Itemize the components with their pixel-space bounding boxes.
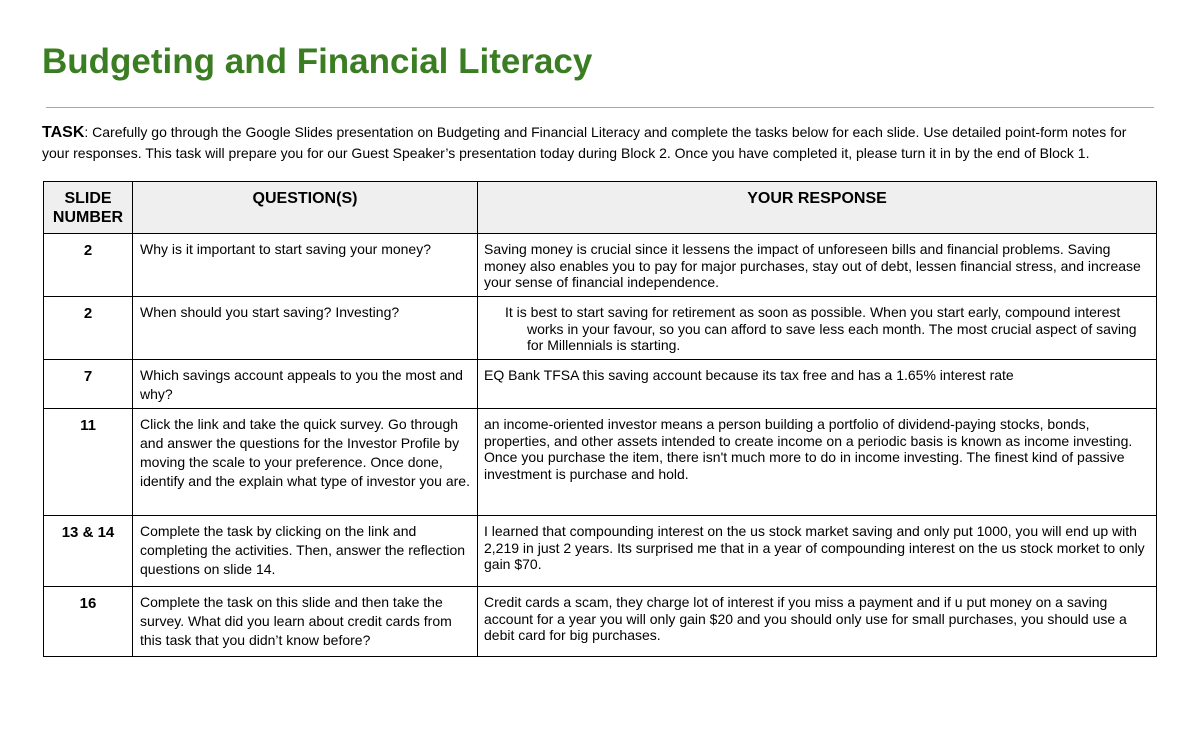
response-cell: EQ Bank TFSA this saving account because its tax free and has a 1.65% interest rate [478,360,1157,409]
header-questions: QUESTION(S) [133,182,478,234]
table-row [44,297,1157,360]
table-row [44,409,1157,516]
table-header-row [44,182,1157,234]
table-row [44,587,1157,657]
question-cell: Complete the task on this slide and then take the survey. What did you learn about credit cards from this task that you didn’t know before? [133,587,478,657]
slide-number-cell: 7 [44,360,133,409]
slide-number-cell: 2 [44,234,133,297]
response-cell: Credit cards a scam, they charge lot of interest if you miss a payment and if u put money on a saving account for a year you will only gain $20 and you should only use for small purchases, you should use a debit card for big purchases. [478,587,1157,657]
slide-number-cell: 11 [44,409,133,516]
response-cell: an income-oriented investor means a person building a portfolio of dividend-paying stocks, bonds, properties, and other assets intended to create income on a periodic basis is known as income investing. Once you purchase the item, there isn't much more to do in income investing. The finest kind of passive investment is purchase and hold. [478,409,1157,516]
question-cell: Click the link and take the quick survey. Go through and answer the questions for the Investor Profile by moving the scale to your preference. Once done, identify and the explain what type of investor you are. [133,409,478,516]
response-cell: I learned that compounding interest on the us stock market saving and only put 1000, you will end up with 2,219 in just 2 years. Its surprised me that in a year of compounding interest on the us stock morket to only gain $70. [478,516,1157,587]
table-row [44,516,1157,587]
task-table [43,181,1157,657]
table-row [44,360,1157,409]
slide-number-cell: 13 & 14 [44,516,133,587]
page-title: Budgeting and Financial Literacy [42,42,593,81]
response-cell [478,297,1157,360]
task-label: TASK [42,124,85,141]
slide-number-cell: 2 [44,297,133,360]
task-text: : Carefully go through the Google Slides presentation on Budgeting and Financial Literacy and complete the tasks below for each slide. Use detailed point-form notes for your responses. This task will prepare you for our Guest Speaker’s presentation today during Block 2. Once you have completed it, please turn it in by the end of Block 1. [42,124,1127,161]
response-text: It is best to start saving for retirement as soon as possible. When you start early, compound interest works in your favour, so you can afford to save less each month. The most crucial aspect of saving for Millennials is starting. [505,304,1137,353]
response-cell: Saving money is crucial since it lessens the impact of unforeseen bills and financial problems. Saving money also enables you to pay for major purchases, stay out of debt, lessen financial stress, and increase your sense of financial independence. [478,234,1157,297]
question-cell: Why is it important to start saving your money? [133,234,478,297]
question-cell: Which savings account appeals to you the most and why? [133,360,478,409]
slide-number-cell: 16 [44,587,133,657]
title-divider [46,107,1154,108]
question-cell: When should you start saving? Investing? [133,297,478,360]
header-slide-number: SLIDE NUMBER [44,182,133,234]
question-cell: Complete the task by clicking on the link and completing the activities. Then, answer the reflection questions on slide 14. [133,516,478,587]
header-response: YOUR RESPONSE [478,182,1157,234]
table-row [44,234,1157,297]
task-instructions [42,122,1154,163]
